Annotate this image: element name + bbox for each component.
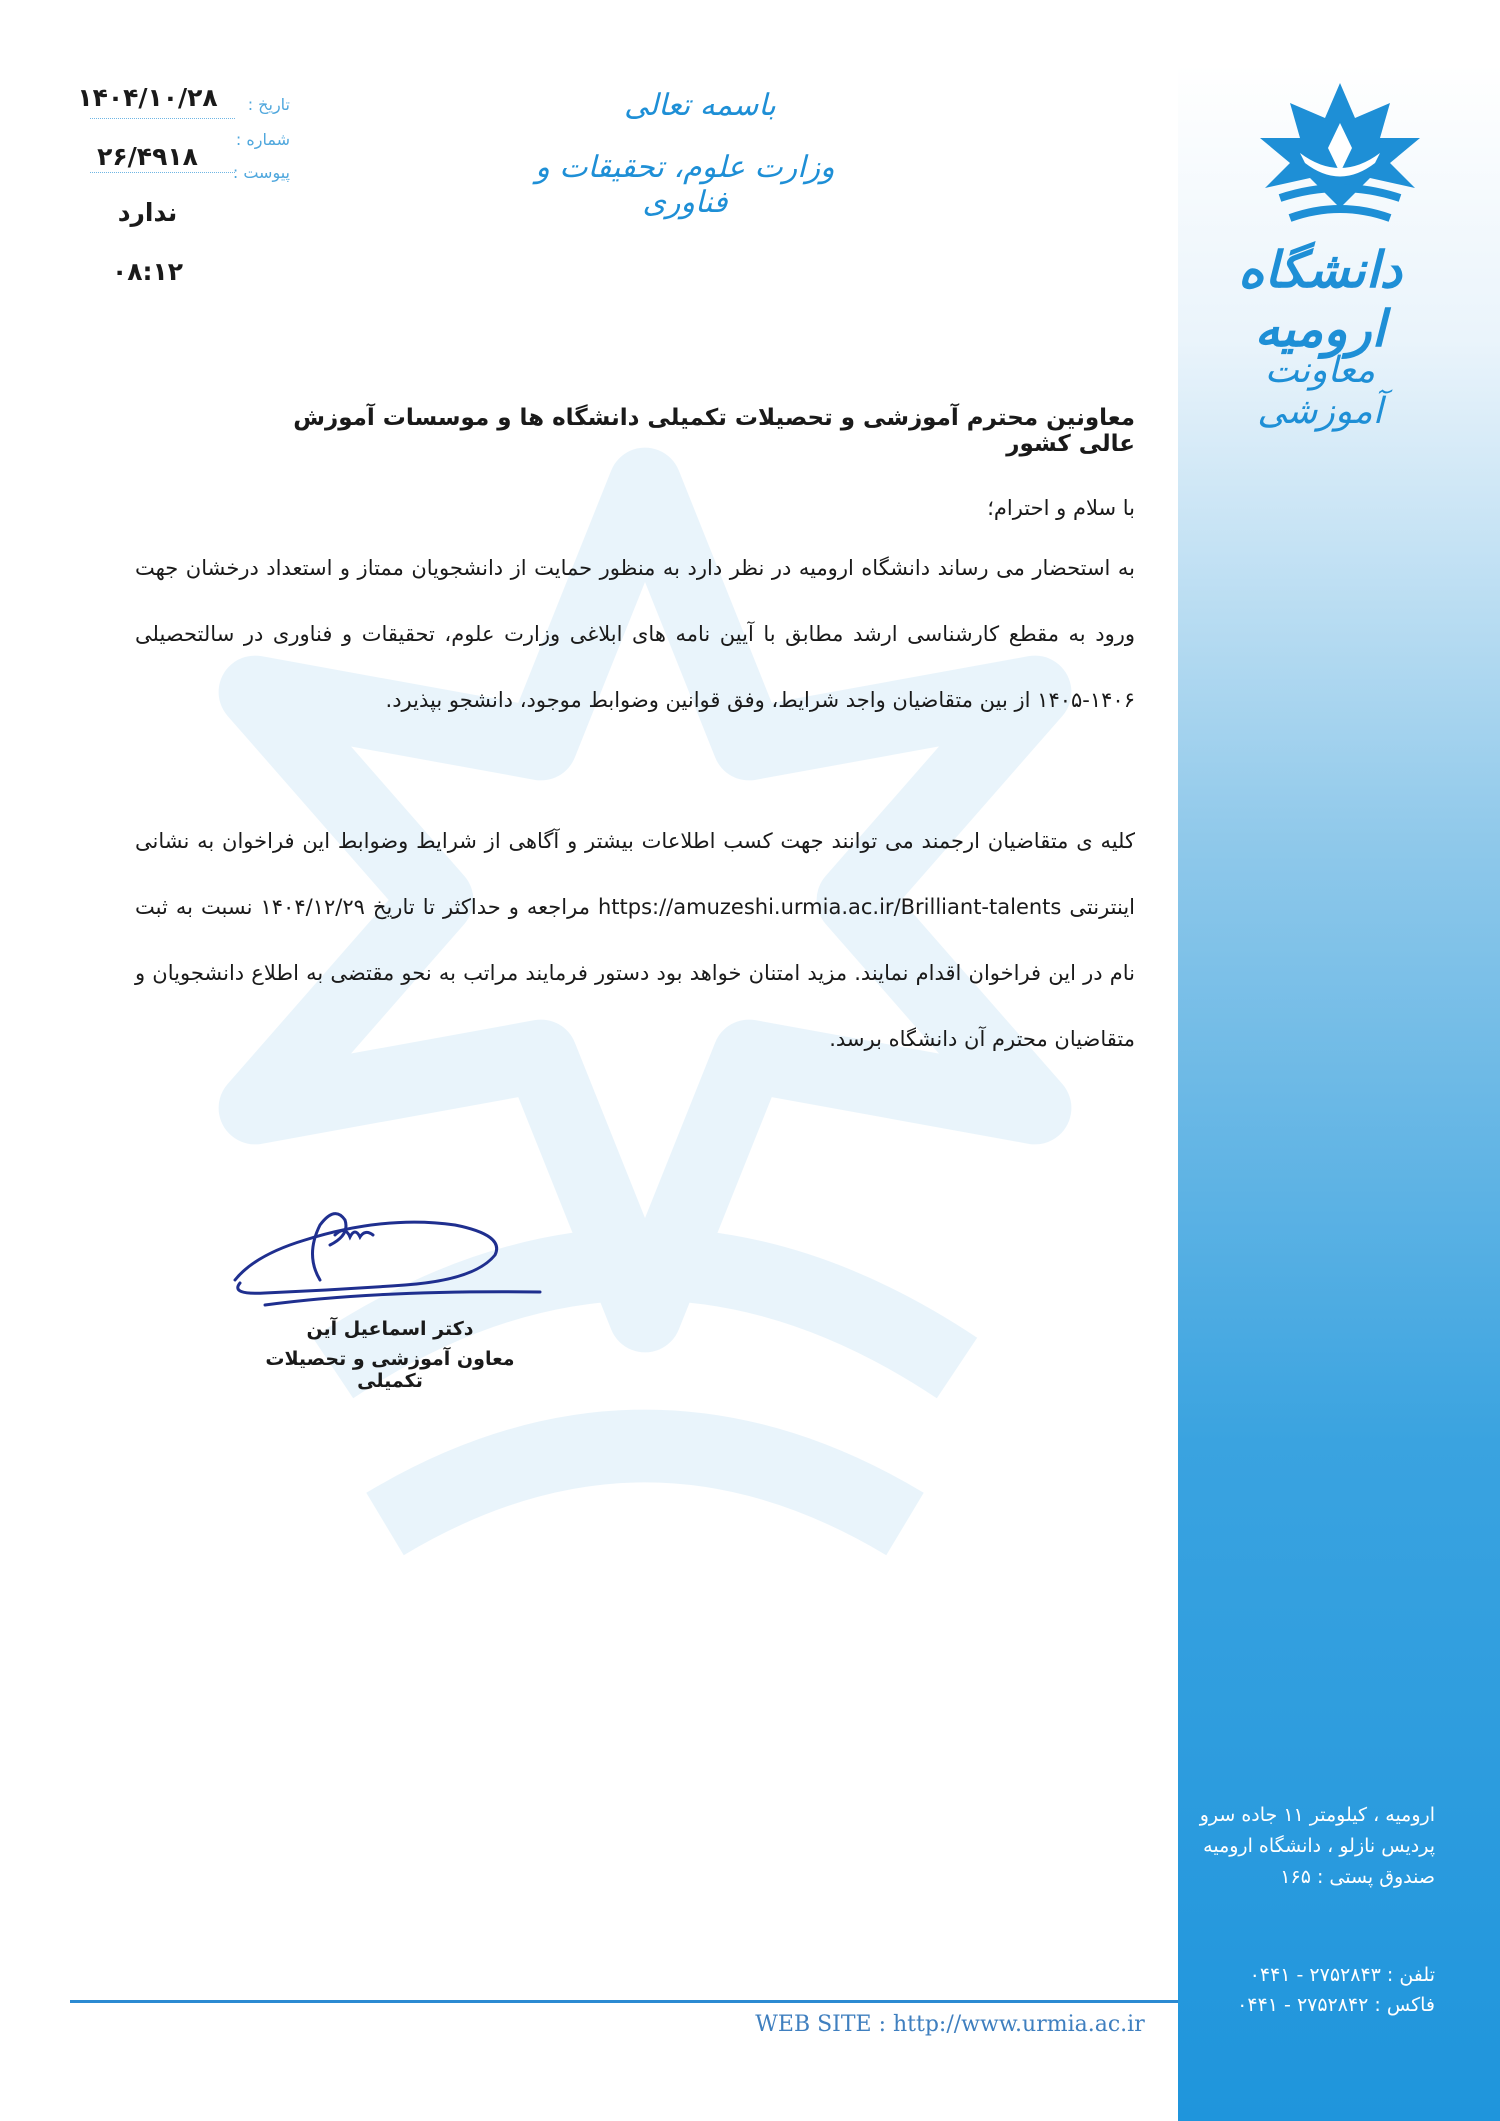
- address-line-2: پردیس نازلو ، دانشگاه ارومیه: [1203, 1835, 1435, 1857]
- registration-link[interactable]: https://amuzeshi.urmia.ac.ir/Brilliant-talents: [597, 895, 1062, 919]
- attachment-value: ندارد: [117, 198, 178, 227]
- phone-number: تلفن : ۲۷۵۲۸۴۳ - ۰۴۴۱: [1249, 1964, 1435, 1986]
- number-value: ۲۶/۴۹۱۸: [97, 142, 198, 171]
- date-line: [90, 118, 235, 119]
- time-value: ۰۸:۱۲: [111, 257, 184, 286]
- letter-greeting: با سلام و احترام؛: [987, 496, 1135, 520]
- attachment-label: پیوست :: [232, 163, 290, 182]
- letter-paragraph-1: به استحضار می رساند دانشگاه ارومیه در نظر دارد به منظور حمایت از دانشجویان ممتاز و استعداد درخشان جهت ورود به مقطع کارشناسی ارشد مطابق با آیین نامه های ابلاغی وزارت علوم، تحقیقات و فناوری در سالتحصیلی ۱۴۰۶-۱۴۰۵ از بین متقاضیان واجد شرایط، وفق قوانین وضوابط موجود، دانشجو بپذیرد.: [135, 556, 1135, 712]
- contact-numbers: [1180, 1960, 1435, 2020]
- letter-paragraph-2: [135, 808, 1135, 1072]
- fax-number: فاکس : ۲۷۵۲۸۴۲ - ۰۴۴۱: [1237, 1994, 1435, 2016]
- paragraph-2-text-start: کلیه ی متقاضیان ارجمند می توانند جهت کسب اطلاعات بیشتر و آگاهی از شرایط وضوابط این فراخوان به نشانی اینترنتی: [135, 829, 1136, 919]
- university-name: دانشگاه ارومیه: [1238, 240, 1402, 358]
- ministry-name: وزارت علوم، تحقیقات و فناوری: [535, 150, 835, 220]
- basmala: باسمه تعالی: [624, 88, 776, 123]
- date-label: تاریخ :: [247, 95, 290, 114]
- signer-name: دکتر اسماعیل آین: [306, 1318, 474, 1340]
- address-line-1: ارومیه ، کیلومتر ۱۱ جاده سرو: [1199, 1804, 1435, 1826]
- number-line: [90, 172, 235, 173]
- website-url[interactable]: WEB SITE : http://www.urmia.ac.ir: [755, 2012, 1145, 2037]
- address-line-3: صندوق پستی : ۱۶۵: [1280, 1866, 1435, 1888]
- date-value: ۱۴۰۴/۱۰/۲۸: [77, 83, 218, 112]
- signature-icon: [225, 1195, 555, 1335]
- number-label: شماره :: [235, 130, 290, 149]
- letter-heading: معاونین محترم آموزشی و تحصیلات تکمیلی دانشگاه ها و موسسات آموزش عالی کشور: [293, 405, 1135, 457]
- paragraph-2-text-end: مراجعه و حداکثر تا تاریخ ۱۴۰۴/۱۲/۲۹ نسبت به ثبت نام در این فراخوان اقدام نمایند. مزید امتنان خواهد بود دستور فرمایند مراتب به نحو مقتضی به اطلاع دانشجویان و متقاضیان محترم آن دانشگاه برسد.: [135, 895, 1135, 1051]
- office-name: معاونت آموزشی: [1257, 350, 1383, 432]
- postal-address: [1180, 1800, 1435, 1893]
- signer-title: معاون آموزشی و تحصیلات تکمیلی: [265, 1348, 515, 1392]
- footer-divider: [70, 2000, 1178, 2003]
- university-logo-icon: [1240, 78, 1440, 228]
